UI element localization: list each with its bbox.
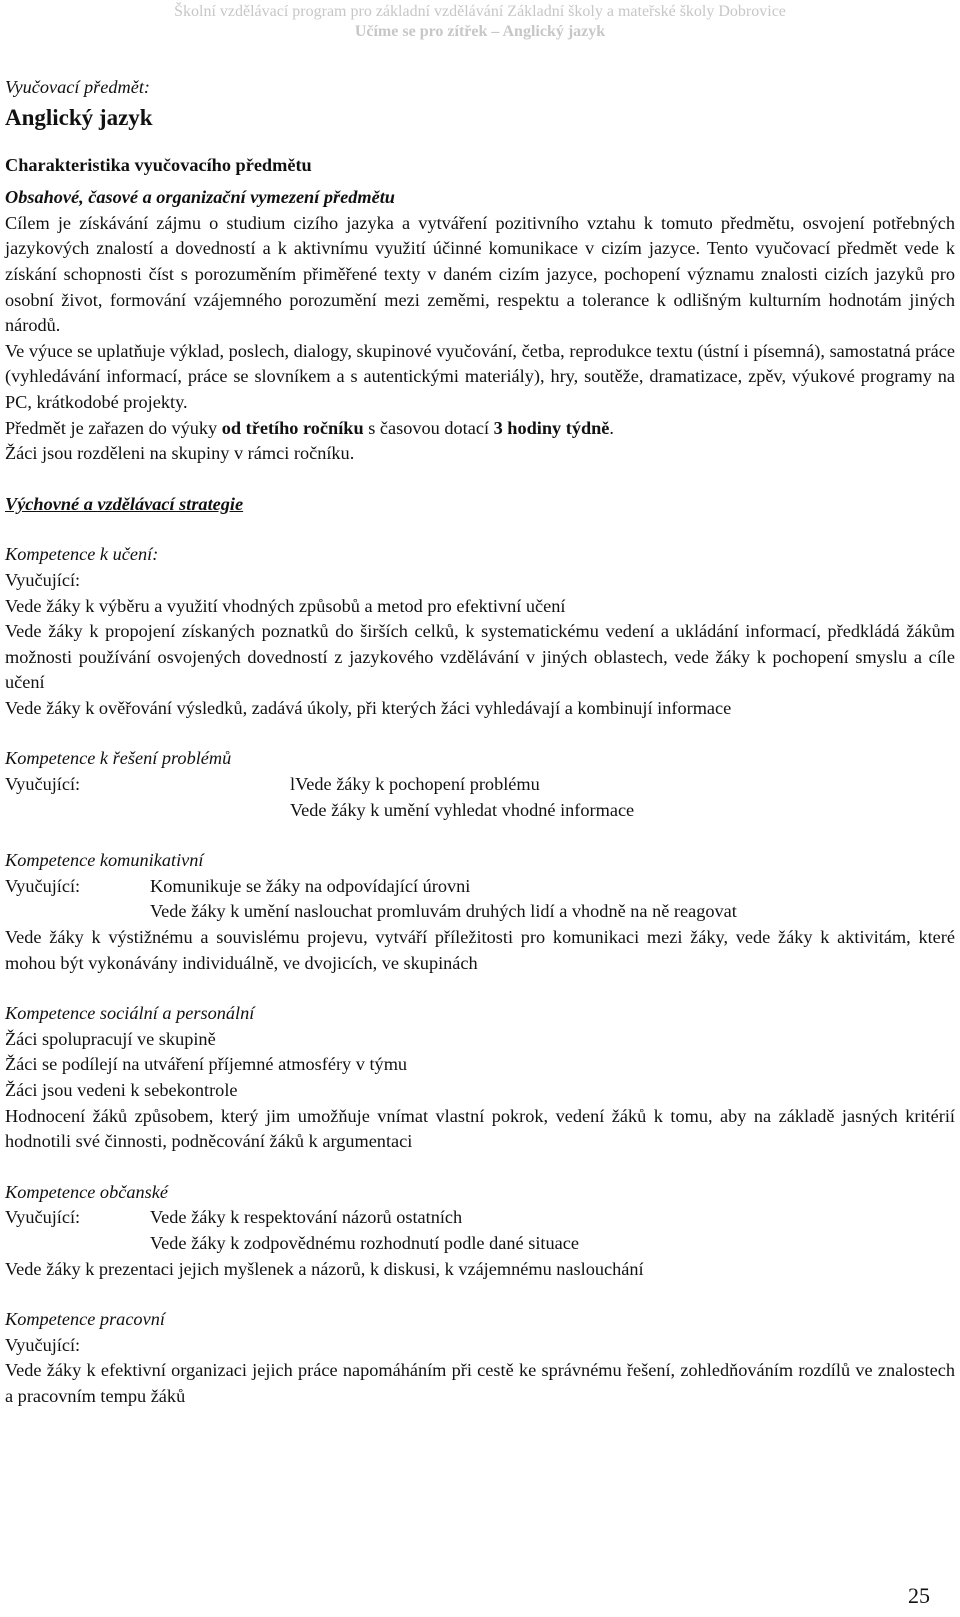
problem-row-1 (5, 772, 955, 798)
problem-line-1: lVede žáky k pochopení problému (290, 774, 540, 795)
civic-row-2 (5, 1231, 955, 1257)
work-line: Vede žáky k efektivní organizaci jejich práce napomáháním při cestě ke správnému řešení, zohledňováním rozdílů ve znalostech a pracovním tempu žáků (5, 1360, 955, 1406)
civic-row-1 (5, 1205, 955, 1231)
civic-line-1: Vede žáky k respektování názorů ostatních (150, 1207, 463, 1228)
p3-grade: od třetího ročníku (221, 417, 364, 438)
work-competence-title: Kompetence pracovní (5, 1309, 165, 1330)
problem-line-2: Vede žáky k umění vyhledat vhodné informace (290, 799, 635, 820)
communication-teacher-label: Vyučující: (5, 875, 81, 896)
communication-line-1: Komunikuje se žáky na odpovídající úrovni (150, 875, 471, 896)
header-school-line: Školní vzdělávací program pro základní vzdělávání Základní školy a mateřské školy Dobrovice (174, 3, 786, 20)
strategies-title: Výchovné a vzdělávací strategie (5, 493, 244, 514)
civic-competence-title: Kompetence občanské (5, 1181, 168, 1202)
learning-line-2: Vede žáky k propojení získaných poznatků do širších celků, k systematickému vedení a ukládání informací, předkládá žákům možnosti používání osvojených dovedností z jazykového vzdělávání v jiných oblastech, vede žáky k pochopení smyslu a cíle učení (5, 621, 955, 693)
work-teacher-label: Vyučující: (5, 1334, 81, 1355)
social-line-3: Žáci jsou vedeni k sebekontrole (5, 1080, 238, 1100)
learning-line-1: Vede žáky k výběru a využití vhodných způsobů a metod pro efektivní učení (5, 595, 566, 616)
communication-row-1 (5, 874, 955, 900)
civic-extra: Vede žáky k prezentaci jejich myšlenek a názorů, k diskusi, k vzájemnému naslouchání (5, 1258, 644, 1279)
social-line-2: Žáci se podílejí na utváření příjemné atmosféry v týmu (5, 1054, 408, 1075)
header-motto-line: Učíme se pro zítřek – Anglický jazyk (354, 23, 606, 40)
civic-line-2: Vede žáky k zodpovědnému rozhodnutí podle dané situace (150, 1232, 579, 1253)
page-number: 25 (908, 1583, 930, 1608)
communication-row-2 (5, 899, 955, 925)
learning-line-3: Vede žáky k ověřování výsledků, zadává úkoly, při kterých žáci vyhledávají a kombinují informace (5, 697, 732, 718)
learning-teacher-label: Vyučující: (5, 569, 81, 590)
social-competence-title: Kompetence sociální a personální (5, 1003, 255, 1024)
characteristics-paragraph-2: Ve výuce se uplatňuje výklad, poslech, dialogy, skupinové vyučování, četba, reprodukce textu (ústní i písemná), samostatná práce (vyhledávání informací, práce se slovníkem a s autentickými materiály), hry, soutěže, dramatizace, zpěv, výukové programy na PC, krátkodobé projekty. (5, 340, 955, 412)
p3-text-e: . (609, 417, 614, 438)
social-line-4: Hodnocení žáků způsobem, který jim umožňuje vnímat vlastní pokrok, vedení žáků k tomu, aby na základě jasných kritérií hodnotili své činnosti, podněcování žáků k argumentaci (5, 1105, 955, 1152)
characteristics-paragraph-3 (5, 416, 955, 442)
subject-name: Anglický jazyk (5, 104, 153, 130)
problem-teacher-label: Vyučující: (5, 774, 81, 795)
communication-extra: Vede žáky k výstižnému a souvislému projevu, vytváří příležitosti pro komunikaci mezi žáky, vede žáky k aktivitám, které mohou být vykonávány individuálně, ve dvojicích, ve skupinách (5, 927, 955, 973)
communication-competence-title: Kompetence komunikativní (5, 850, 204, 871)
characteristics-paragraph-4: Žáci jsou rozděleni na skupiny v rámci ročníku. (5, 443, 355, 464)
subject-label: Vyučovací předmět: (5, 77, 151, 97)
characteristics-paragraph-1: Cílem je získávání zájmu o studium cizího jazyka a vytváření pozitivního vztahu k tomuto předmětu, osvojení potřebných jazykových znalostí a dovedností a k aktivnímu využití účinné komunikace v cizím jazyce. Tento vyučovací předmět vede k získání schopnosti číst s porozuměním přiměřené texty v daném cizím jazyce, pochopení významu znalosti cizích jazyků pro osobní život, formování vzájemného porozumění mezi zeměmi, respektu a tolerance k odlišným kulturním hodnotám jiných národů. (5, 212, 955, 336)
social-line-1: Žáci spolupracují ve skupině (5, 1028, 216, 1049)
running-header (0, 2, 960, 42)
civic-teacher-label: Vyučující: (5, 1207, 81, 1228)
document-body (5, 75, 955, 1410)
problem-row-2 (5, 798, 955, 824)
p3-text-c: s časovou dotací (363, 417, 494, 438)
p3-text-a: Předmět je zařazen do výuky (5, 417, 222, 438)
communication-line-2: Vede žáky k umění naslouchat promluvám druhých lidí a vhodně na ně reagovat (150, 901, 737, 922)
characteristics-title: Charakteristika vyučovacího předmětu (5, 154, 312, 175)
learning-competence-title: Kompetence k učení: (5, 544, 159, 565)
characteristics-subtitle: Obsahové, časové a organizační vymezení předmětu (5, 187, 395, 208)
problem-competence-title: Kompetence k řešení problémů (5, 748, 232, 769)
p3-hours: 3 hodiny týdně (493, 417, 610, 438)
